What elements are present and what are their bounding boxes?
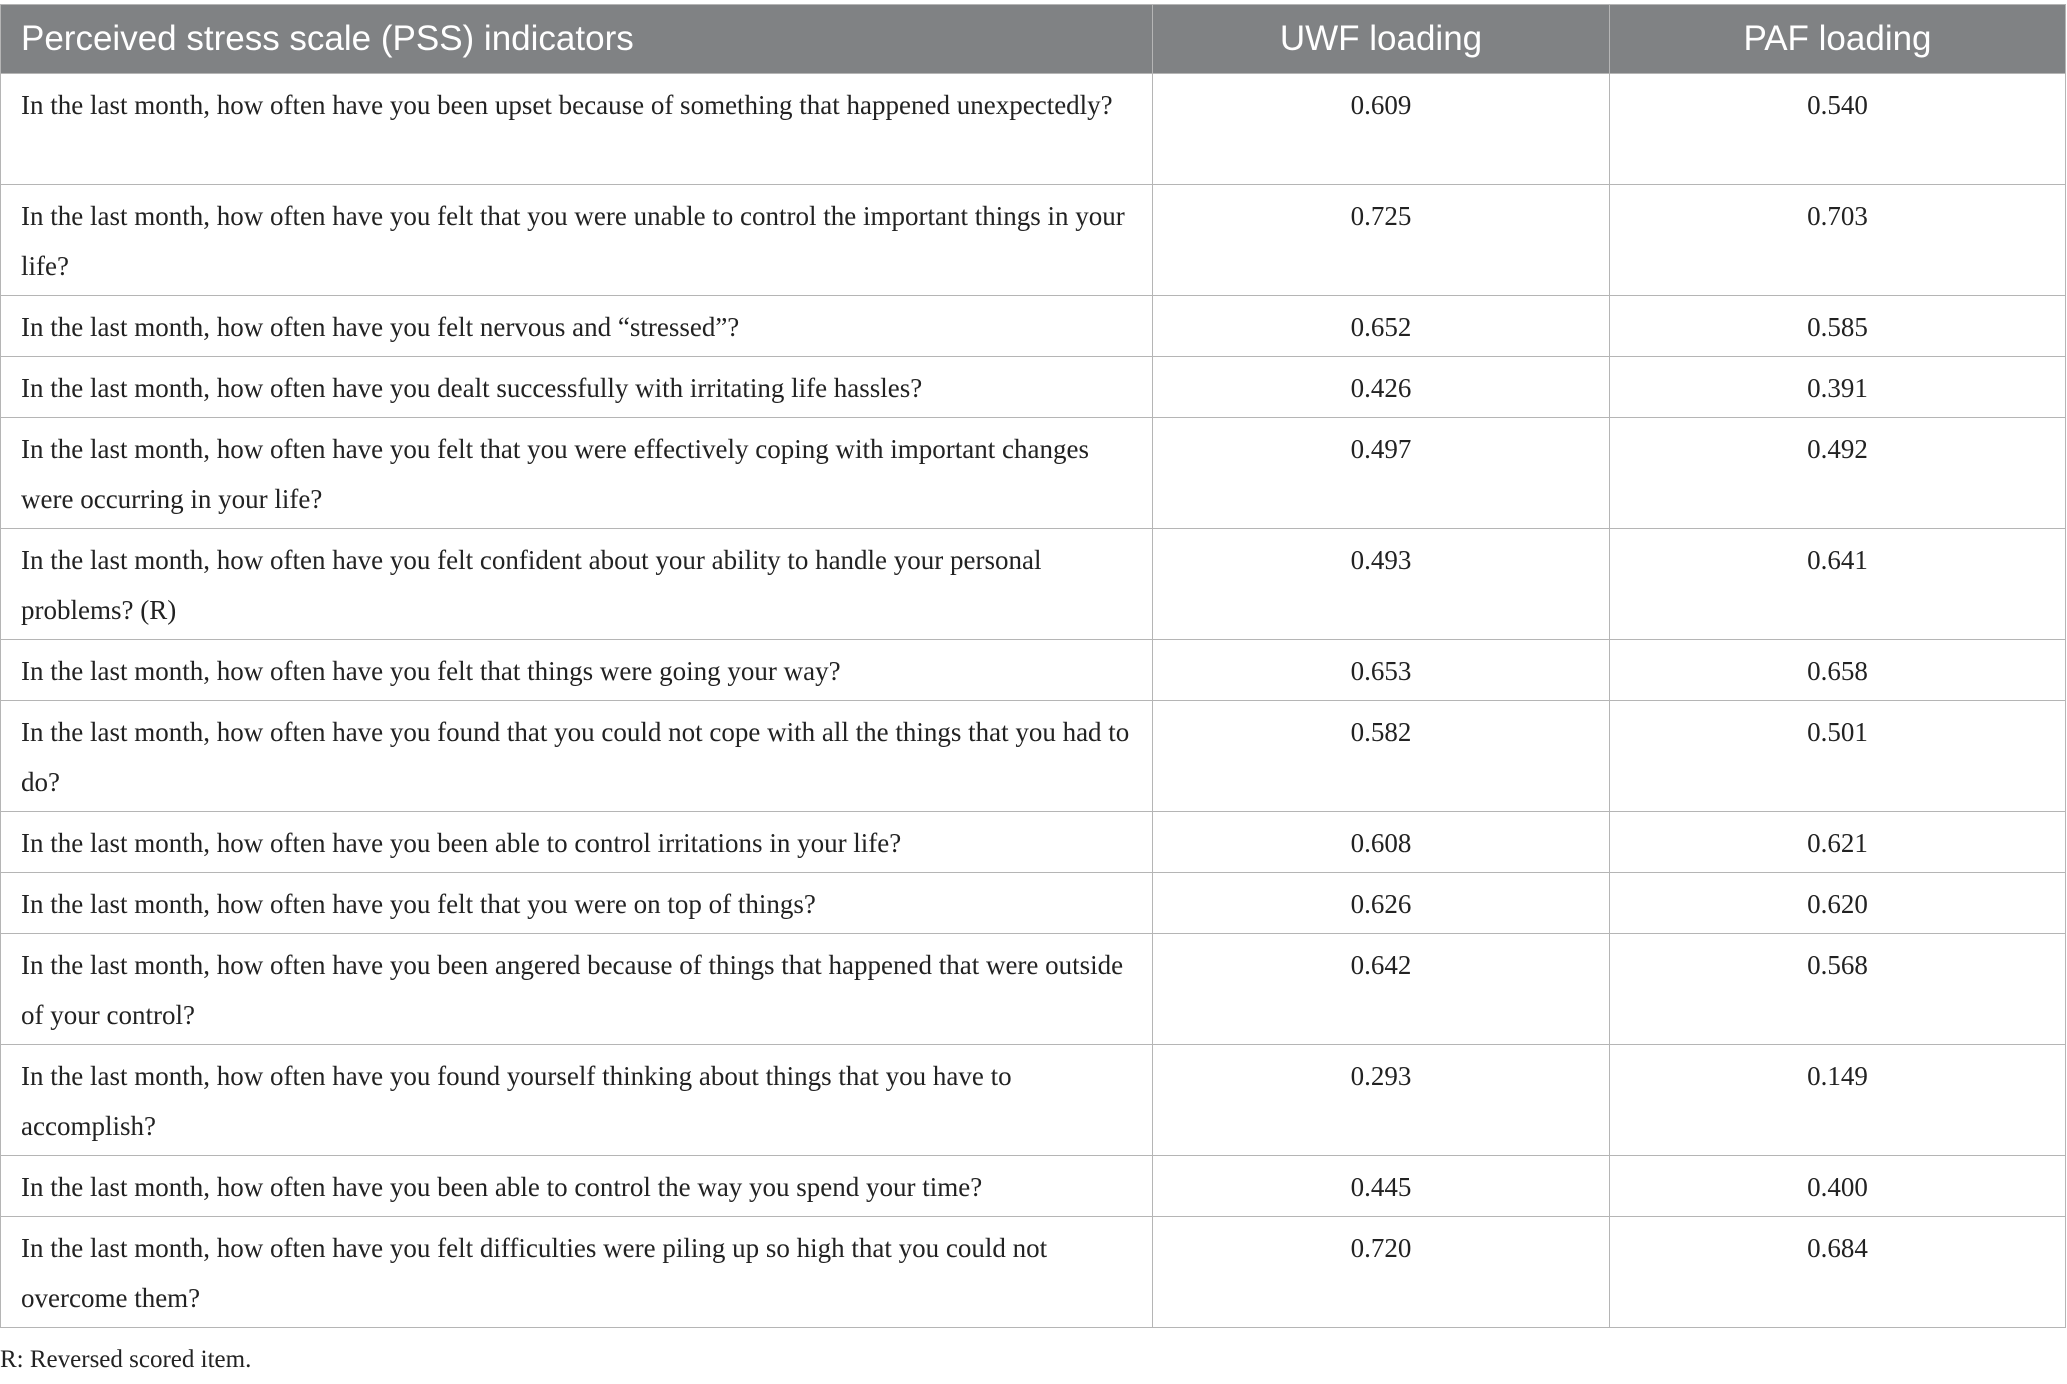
- uwf-loading-cell: 0.720: [1153, 1217, 1610, 1328]
- uwf-loading-cell: 0.725: [1153, 185, 1610, 296]
- table-row: [1, 529, 2066, 640]
- paf-loading-cell: 0.620: [1610, 873, 2066, 934]
- pss-loadings-table-container: [0, 4, 2065, 1328]
- uwf-loading-cell: 0.582: [1153, 701, 1610, 812]
- indicator-cell: In the last month, how often have you felt that you were on top of things?: [1, 873, 1153, 934]
- uwf-loading-cell: 0.608: [1153, 812, 1610, 873]
- uwf-loading-cell: 0.426: [1153, 357, 1610, 418]
- paf-loading-cell: 0.501: [1610, 701, 2066, 812]
- table-row: [1, 296, 2066, 357]
- paf-loading-cell: 0.568: [1610, 934, 2066, 1045]
- indicator-cell: In the last month, how often have you felt that you were unable to control the important things in your life?: [1, 185, 1153, 296]
- uwf-loading-cell: 0.652: [1153, 296, 1610, 357]
- indicator-cell: In the last month, how often have you dealt successfully with irritating life hassles?: [1, 357, 1153, 418]
- table-row: [1, 74, 2066, 185]
- paf-loading-cell: 0.621: [1610, 812, 2066, 873]
- uwf-loading-cell: 0.497: [1153, 418, 1610, 529]
- indicator-cell: In the last month, how often have you found that you could not cope with all the things that you had to do?: [1, 701, 1153, 812]
- indicator-cell: In the last month, how often have you found yourself thinking about things that you have to accomplish?: [1, 1045, 1153, 1156]
- paf-loading-cell: 0.492: [1610, 418, 2066, 529]
- table-row: [1, 873, 2066, 934]
- paf-loading-cell: 0.585: [1610, 296, 2066, 357]
- indicator-cell: In the last month, how often have you been angered because of things that happened that were outside of your control?: [1, 934, 1153, 1045]
- paf-loading-cell: 0.703: [1610, 185, 2066, 296]
- table-row: [1, 934, 2066, 1045]
- table-row: [1, 812, 2066, 873]
- paf-loading-cell: 0.540: [1610, 74, 2066, 185]
- table-row: [1, 418, 2066, 529]
- table-row: [1, 185, 2066, 296]
- paf-loading-cell: 0.149: [1610, 1045, 2066, 1156]
- indicator-cell: In the last month, how often have you felt confident about your ability to handle your personal problems? (R): [1, 529, 1153, 640]
- indicator-cell: In the last month, how often have you been able to control the way you spend your time?: [1, 1156, 1153, 1217]
- header-row: [1, 5, 2066, 74]
- paf-loading-cell: 0.391: [1610, 357, 2066, 418]
- uwf-loading-cell: 0.293: [1153, 1045, 1610, 1156]
- header-indicators: Perceived stress scale (PSS) indicators: [1, 5, 1153, 74]
- indicator-cell: In the last month, how often have you felt nervous and “stressed”?: [1, 296, 1153, 357]
- indicator-cell: In the last month, how often have you felt difficulties were piling up so high that you could not overcome them?: [1, 1217, 1153, 1328]
- uwf-loading-cell: 0.445: [1153, 1156, 1610, 1217]
- table-footnote: R: Reversed scored item.: [0, 1346, 252, 1373]
- indicator-cell: In the last month, how often have you felt that things were going your way?: [1, 640, 1153, 701]
- paf-loading-cell: 0.400: [1610, 1156, 2066, 1217]
- uwf-loading-cell: 0.626: [1153, 873, 1610, 934]
- header-uwf-loading: UWF loading: [1153, 5, 1610, 74]
- table-row: [1, 1217, 2066, 1328]
- uwf-loading-cell: 0.642: [1153, 934, 1610, 1045]
- table-body: [1, 74, 2066, 1328]
- indicator-cell: In the last month, how often have you felt that you were effectively coping with important changes were occurring in your life?: [1, 418, 1153, 529]
- pss-loadings-table: [0, 4, 2066, 1328]
- uwf-loading-cell: 0.653: [1153, 640, 1610, 701]
- table-row: [1, 1045, 2066, 1156]
- paf-loading-cell: 0.658: [1610, 640, 2066, 701]
- uwf-loading-cell: 0.609: [1153, 74, 1610, 185]
- table-row: [1, 640, 2066, 701]
- table-header: [1, 5, 2066, 74]
- table-row: [1, 701, 2066, 812]
- table-row: [1, 1156, 2066, 1217]
- uwf-loading-cell: 0.493: [1153, 529, 1610, 640]
- header-paf-loading: PAF loading: [1610, 5, 2066, 74]
- indicator-cell: In the last month, how often have you been upset because of something that happened unexpectedly?: [1, 74, 1153, 185]
- paf-loading-cell: 0.641: [1610, 529, 2066, 640]
- table-row: [1, 357, 2066, 418]
- paf-loading-cell: 0.684: [1610, 1217, 2066, 1328]
- indicator-cell: In the last month, how often have you been able to control irritations in your life?: [1, 812, 1153, 873]
